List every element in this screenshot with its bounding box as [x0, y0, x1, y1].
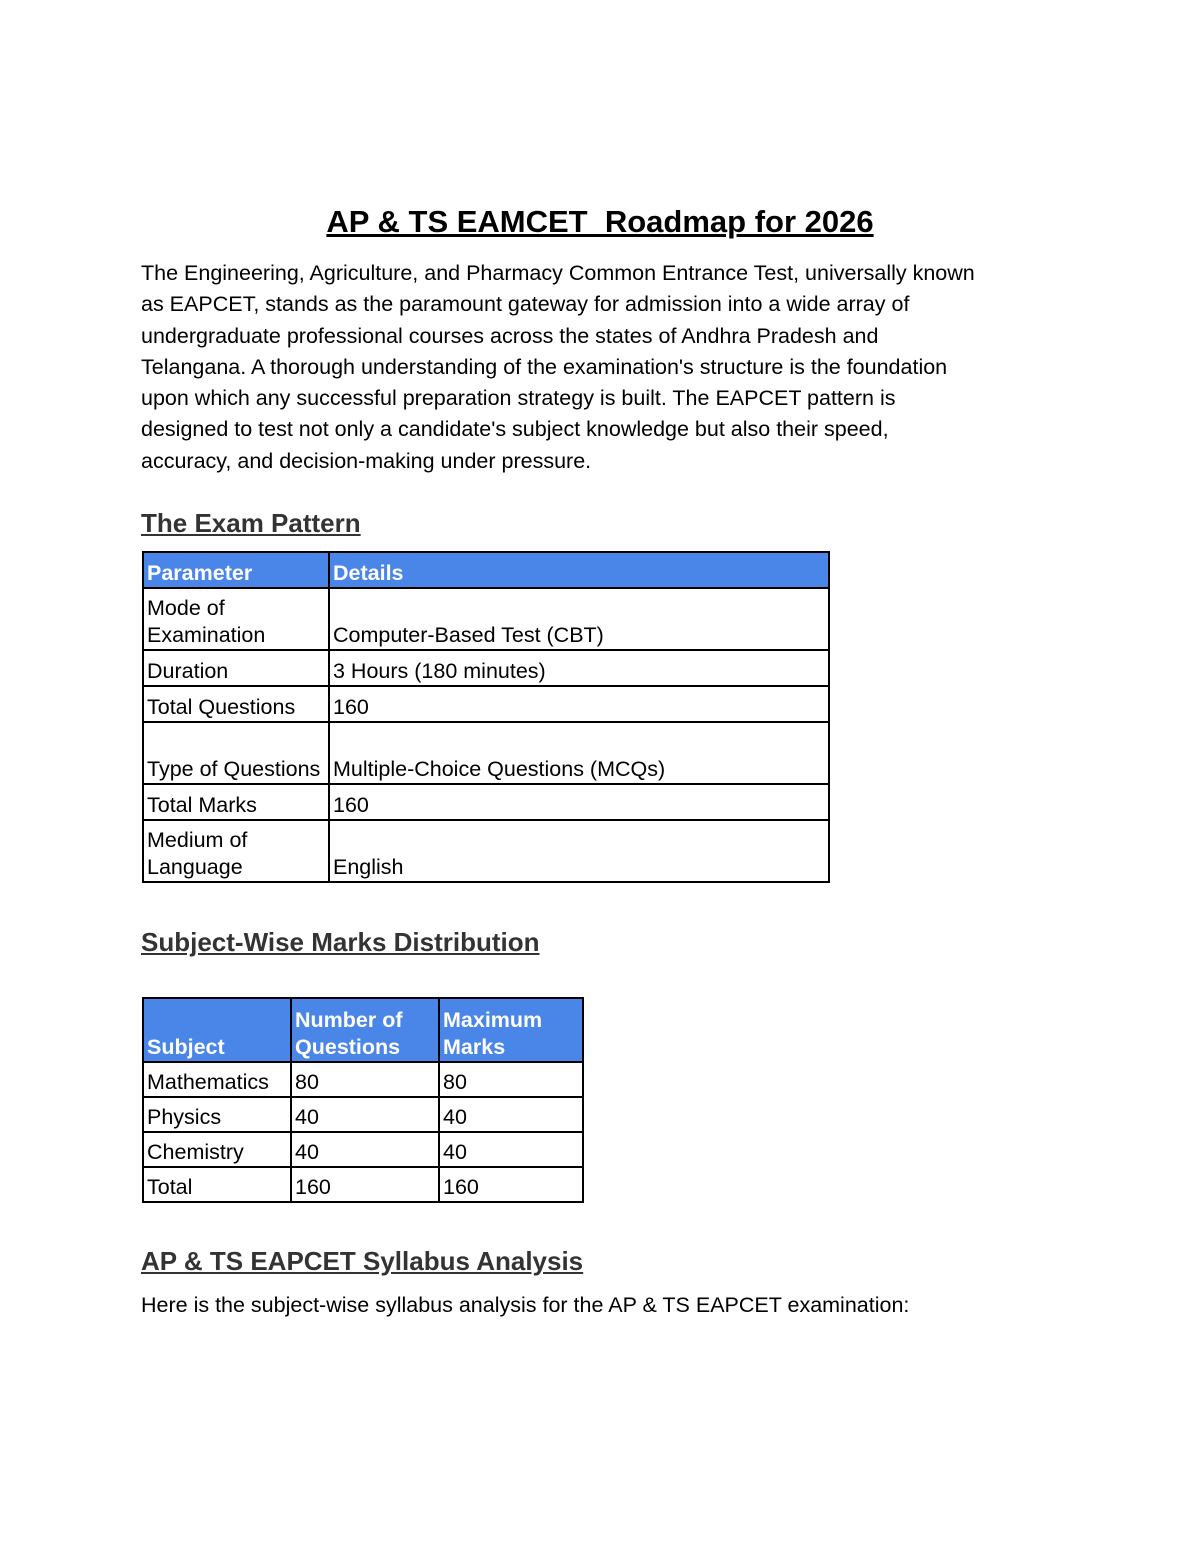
parameter-cell: Total Marks — [143, 784, 329, 820]
table-row — [143, 722, 829, 784]
table-header-row — [143, 998, 583, 1062]
table-row — [143, 588, 829, 650]
marks-cell: 40 — [439, 1132, 583, 1167]
table-row — [143, 686, 829, 722]
header-cell-details: Details — [329, 552, 829, 588]
questions-cell: 160 — [291, 1167, 439, 1202]
details-cell: 160 — [329, 784, 829, 820]
marks-distribution-table — [142, 997, 584, 1203]
details-cell: Multiple-Choice Questions (MCQs) — [329, 722, 829, 784]
intro-line: upon which any successful preparation strategy is built. The EAPCET pattern is — [141, 386, 896, 411]
intro-line: accuracy, and decision-making under pressure. — [141, 448, 592, 473]
subject-cell: Mathematics — [143, 1062, 291, 1097]
questions-cell: 80 — [291, 1062, 439, 1097]
intro-line: The Engineering, Agriculture, and Pharmacy Common Entrance Test, universally known — [141, 261, 975, 285]
intro-line: Telangana. A thorough understanding of the examination's structure is the foundation — [141, 354, 948, 379]
table-header-row — [143, 552, 829, 588]
header-cell-subject: Subject — [143, 998, 291, 1062]
exam-pattern-heading: The Exam Pattern — [141, 508, 361, 538]
marks-cell: 40 — [439, 1097, 583, 1132]
parameter-cell: Type of Questions — [143, 722, 329, 784]
page-title: AP & TS EAMCET Roadmap for 2026 — [326, 204, 874, 239]
details-cell: 3 Hours (180 minutes) — [329, 650, 829, 686]
parameter-cell: Total Questions — [143, 686, 329, 722]
intro-line: designed to test not only a candidate's subject knowledge but also their speed, — [141, 417, 889, 442]
parameter-cell: Mode of Examination — [143, 588, 329, 650]
table-row — [143, 1062, 583, 1097]
marks-cell: 80 — [439, 1062, 583, 1097]
table-row — [143, 650, 829, 686]
table-row — [143, 1167, 583, 1202]
intro-line: undergraduate professional courses across the states of Andhra Pradesh and — [141, 323, 879, 348]
header-cell-marks: Maximum Marks — [439, 998, 583, 1062]
intro-line: as EAPCET, stands as the paramount gateway for admission into a wide array of — [141, 292, 910, 317]
subject-cell: Chemistry — [143, 1132, 291, 1167]
intro-paragraph — [141, 258, 1071, 477]
syllabus-intro-text: Here is the subject-wise syllabus analysis for the AP & TS EAPCET examination: — [141, 1293, 910, 1317]
table-row — [143, 1097, 583, 1132]
exam-pattern-table — [142, 551, 830, 883]
marks-cell: 160 — [439, 1167, 583, 1202]
questions-cell: 40 — [291, 1097, 439, 1132]
header-cell-questions: Number of Questions — [291, 998, 439, 1062]
marks-distribution-heading: Subject-Wise Marks Distribution — [141, 927, 540, 957]
syllabus-heading: AP & TS EAPCET Syllabus Analysis — [141, 1246, 584, 1276]
table-row — [143, 784, 829, 820]
parameter-cell: Medium of Language — [143, 820, 329, 882]
subject-cell: Total — [143, 1167, 291, 1202]
questions-cell: 40 — [291, 1132, 439, 1167]
details-cell: 160 — [329, 686, 829, 722]
header-cell-parameter: Parameter — [143, 552, 329, 588]
parameter-cell: Duration — [143, 650, 329, 686]
details-cell: Computer-Based Test (CBT) — [329, 588, 829, 650]
table-row — [143, 1132, 583, 1167]
table-row — [143, 820, 829, 882]
subject-cell: Physics — [143, 1097, 291, 1132]
details-cell: English — [329, 820, 829, 882]
